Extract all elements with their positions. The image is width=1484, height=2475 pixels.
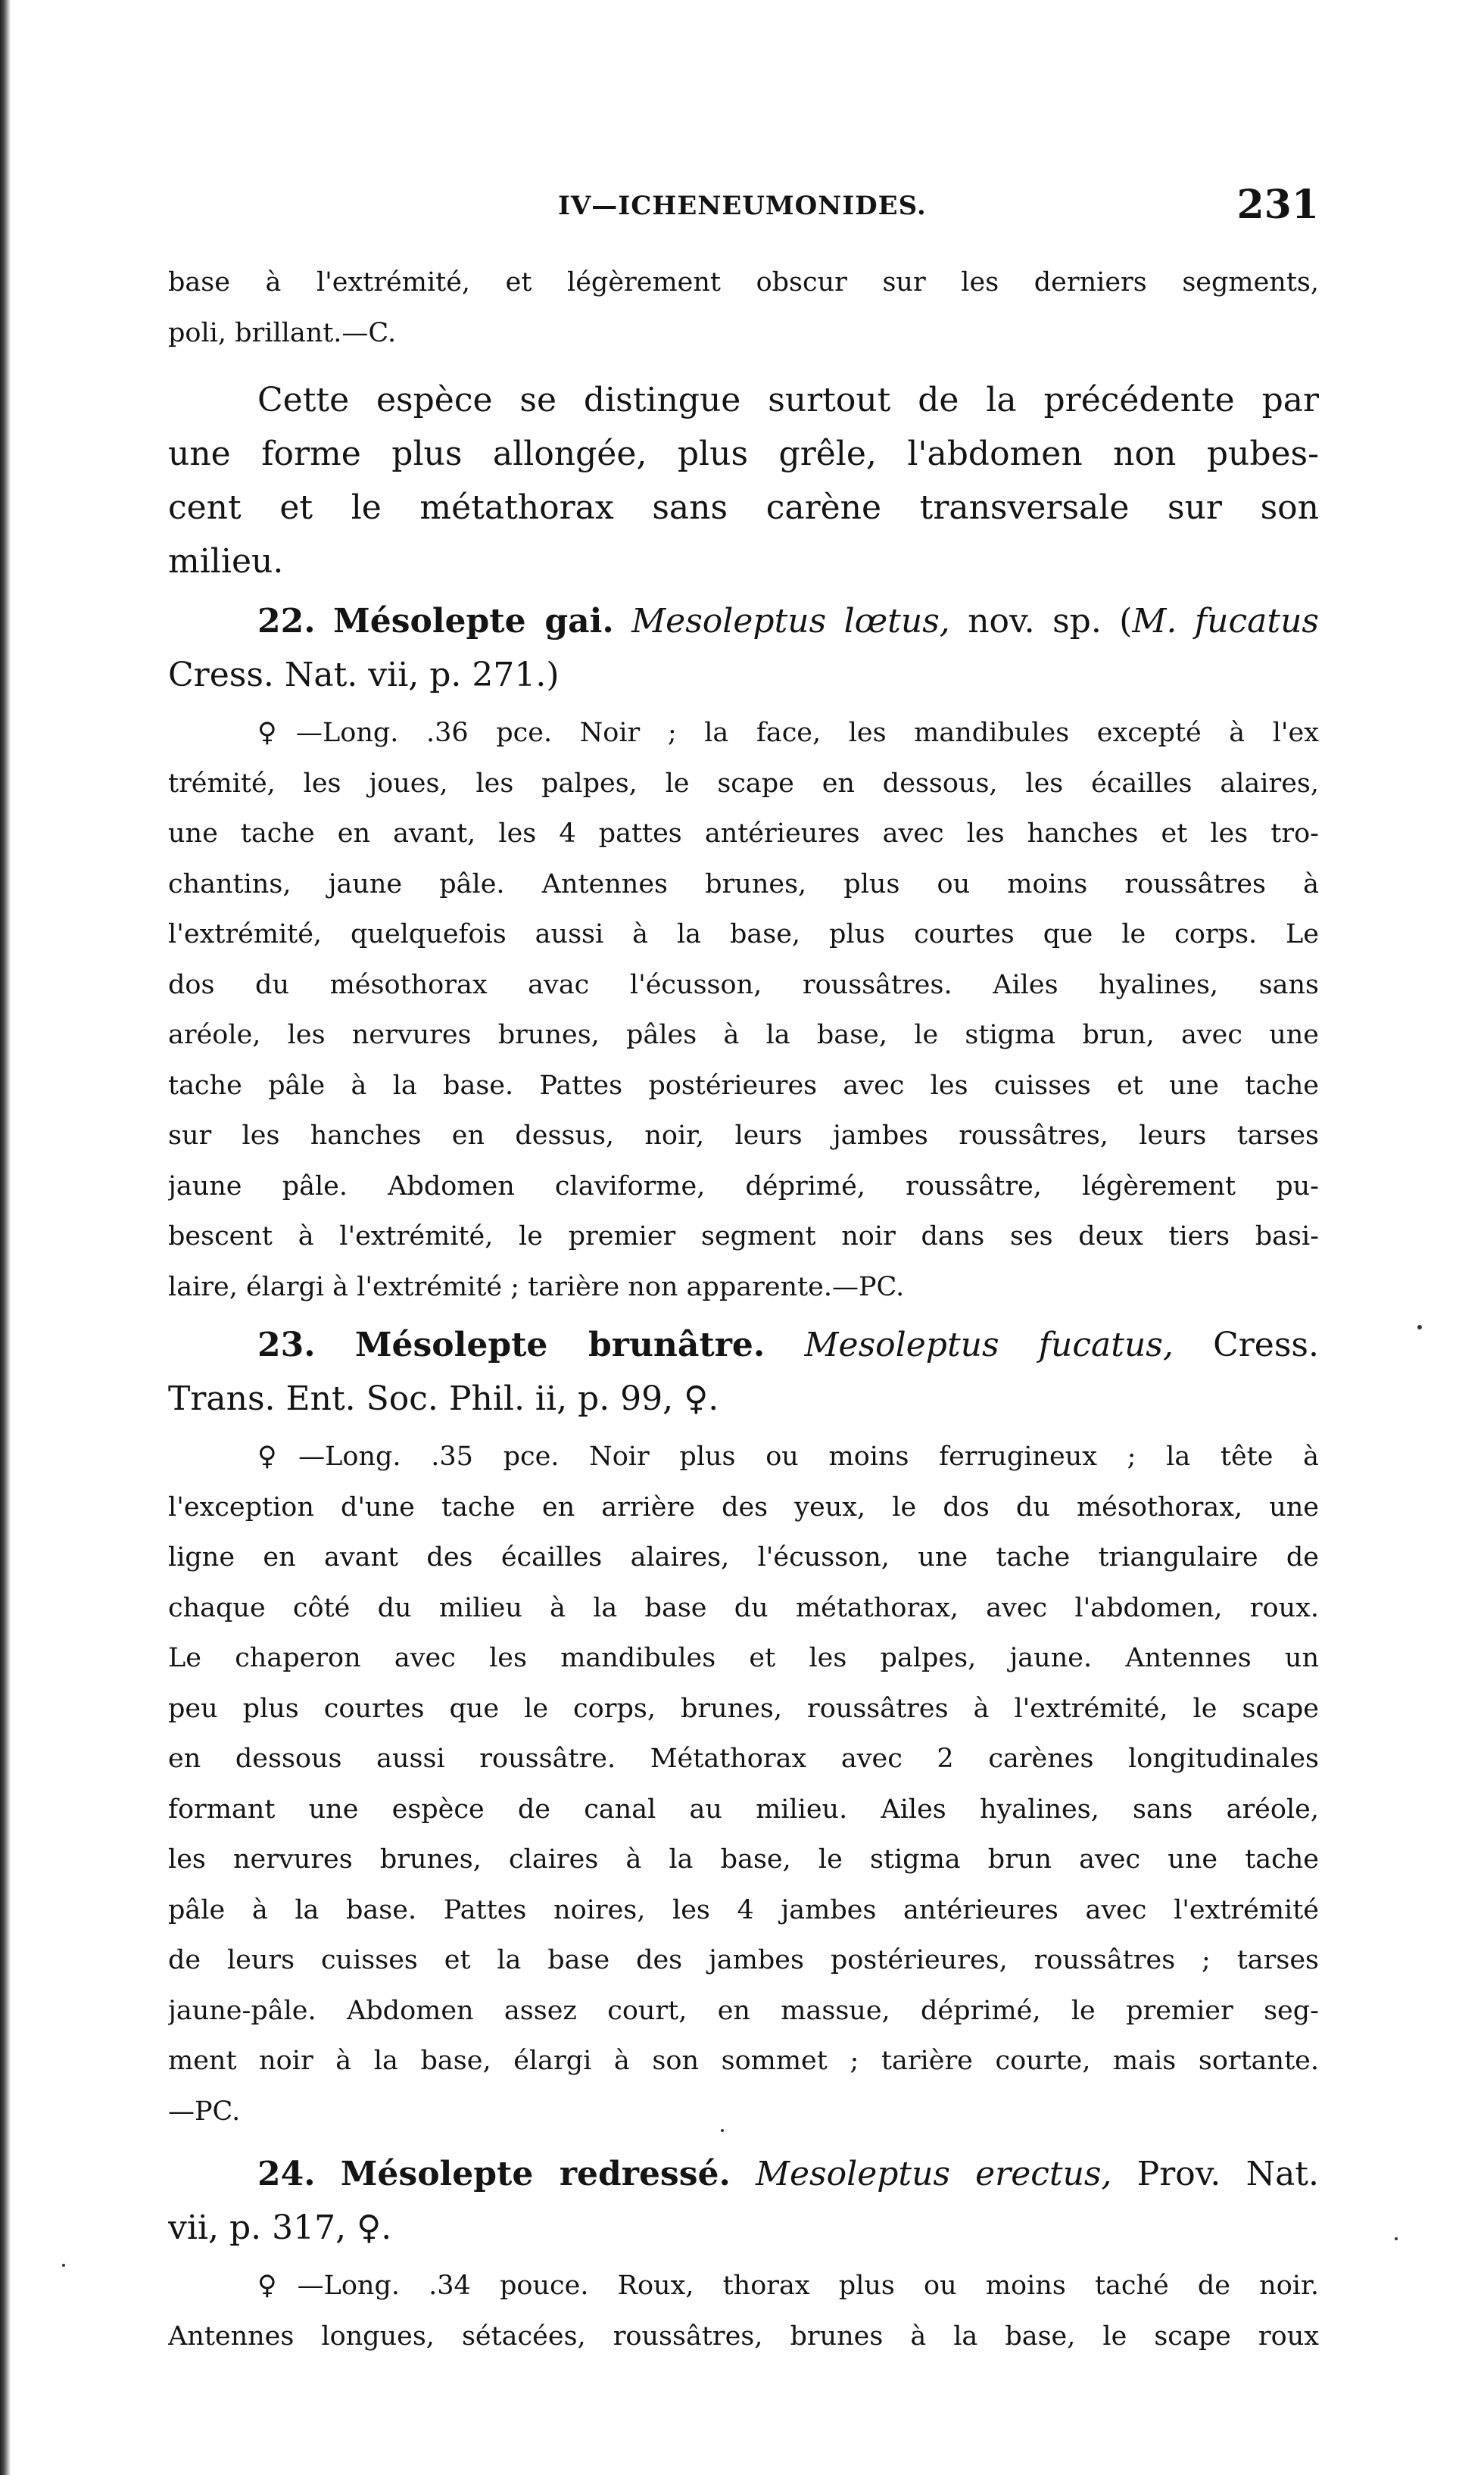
text-line: laire, élargi à l'extrémité ; tarière non apparente.—PC. — [168, 1271, 905, 1302]
species-title-line — [168, 1318, 1319, 1372]
scan-speck — [1417, 1325, 1422, 1329]
species-heading-24 — [168, 2147, 1319, 2255]
species-common-name: Mésolepte redressé. — [340, 2155, 731, 2193]
text-line: bescent à l'extrémité, le premier segment noir dans ses deux tiers basi- — [168, 1221, 1319, 1252]
species-reference: Prov. Nat. — [1136, 2155, 1319, 2193]
text-line: l'exception d'une tache en arrière des yeux, le dos du mésothorax, une — [168, 1492, 1319, 1523]
scan-speck — [62, 2264, 65, 2267]
species-number: 23. — [257, 1326, 316, 1364]
species-reference-line: vii, p. 317, ♀. — [168, 2208, 392, 2247]
scan-speck — [1395, 2237, 1398, 2240]
running-title: IV—ICHENEUMONIDES. — [558, 191, 927, 221]
species-synonym: M. fucatus — [1132, 602, 1319, 641]
species-description-24 — [168, 2261, 1319, 2361]
text-line: ligne en avant des écailles alaires, l'écusson, une tache triangulaire de — [168, 1542, 1319, 1573]
text-line: ♀—Long. .36 pce. Noir ; la face, les mandibules excepté à l'ex — [257, 718, 1319, 748]
text-line: une forme plus allongée, plus grêle, l'abdomen non pubes- — [168, 435, 1319, 473]
species-scientific-name: Mesoleptus lœtus, — [631, 602, 950, 641]
text-line: ment noir à la base, élargi à son sommet ; tarière courte, mais sortante. — [168, 2046, 1319, 2076]
text-line: trémité, les joues, les palpes, le scape en dessous, les écailles alaires, — [168, 768, 1319, 799]
text-line: ♀—Long. .35 pce. Noir plus ou moins ferrugineux ; la tête à — [257, 1442, 1319, 1472]
species-title-line — [168, 594, 1319, 648]
scan-speck — [721, 2129, 724, 2132]
text-line: base à l'extrémité, et légèrement obscur sur les derniers segments, — [168, 267, 1319, 298]
text-line: chaque côté du milieu à la base du métathorax, avec l'abdomen, roux. — [168, 1592, 1319, 1623]
species-reference-line: Cress. Nat. vii, p. 271.) — [168, 656, 560, 694]
species-heading-22 — [168, 594, 1319, 702]
text-line: chantins, jaune pâle. Antennes brunes, plus ou moins roussâtres à — [168, 868, 1319, 899]
species-scientific-name: Mesoleptus fucatus, — [804, 1326, 1174, 1364]
species-number: 24. — [257, 2155, 316, 2193]
species-reference: Cress. — [1213, 1326, 1319, 1364]
text-line: Cette espèce se distingue surtout de la précédente par — [257, 381, 1319, 419]
text-line: Le chaperon avec les mandibules et les palpes, jaune. Antennes un — [168, 1643, 1319, 1673]
text-line: formant une espèce de canal au milieu. Ailes hyalines, sans aréole, — [168, 1794, 1319, 1825]
text-line: jaune pâle. Abdomen claviforme, déprimé, roussâtre, légèrement pu- — [168, 1170, 1319, 1202]
scan-binding-edge — [0, 0, 11, 2475]
species-common-name: Mésolepte gai. — [333, 602, 614, 641]
paragraph-comparison — [168, 373, 1319, 588]
species-number: 22. — [257, 602, 316, 641]
text-line: Antennes longues, sétacées, roussâtres, brunes à la base, le scape roux — [168, 2321, 1319, 2352]
text-line: en dessous aussi roussâtre. Métathorax avec 2 carènes longitudinales — [168, 1744, 1319, 1774]
text-line: jaune-pâle. Abdomen assez court, en massue, déprimé, le premier seg- — [168, 1995, 1319, 2026]
species-heading-23 — [168, 1318, 1319, 1426]
text-line: ♀—Long. .34 pouce. Roux, thorax plus ou moins taché de noir. — [257, 2271, 1319, 2301]
text-line: une tache en avant, les 4 pattes antérieures avec les hanches et les tro- — [168, 818, 1319, 849]
text-line: milieu. — [168, 542, 284, 581]
species-title-line — [168, 2147, 1319, 2201]
text-line: poli, brillant.—C. — [168, 317, 397, 348]
text-line: tache pâle à la base. Pattes postérieures avec les cuisses et une tache — [168, 1070, 1319, 1101]
text-line: pâle à la base. Pattes noires, les 4 jambes antérieures avec l'extrémité — [168, 1894, 1319, 1925]
page-body — [168, 257, 1319, 2361]
species-description-23 — [168, 1432, 1319, 2137]
species-scientific-name: Mesoleptus erectus, — [755, 2155, 1112, 2193]
species-reference-line: Trans. Ent. Soc. Phil. ii, p. 99, ♀. — [168, 1379, 719, 1418]
text-line: cent et le métathorax sans carène transversale sur son — [168, 488, 1319, 527]
text-line: de leurs cuisses et la base des jambes postérieures, roussâtres ; tarses — [168, 1945, 1319, 1975]
species-common-name: Mésolepte brunâtre. — [354, 1326, 765, 1364]
page-number: 231 — [1236, 182, 1319, 228]
text-line: dos du mésothorax avac l'écusson, roussâtres. Ailes hyalines, sans — [168, 969, 1319, 1000]
text-line: les nervures brunes, claires à la base, le stigma brun avec une tache — [168, 1844, 1319, 1875]
page-header — [168, 182, 1319, 235]
species-reference: nov. sp. ( — [968, 602, 1133, 641]
text-line: aréole, les nervures brunes, pâles à la base, le stigma brun, avec une — [168, 1020, 1319, 1050]
species-description-22 — [168, 708, 1319, 1312]
text-line: peu plus courtes que le corps, brunes, roussâtres à l'extrémité, le scape — [168, 1693, 1319, 1724]
text-line: l'extrémité, quelquefois aussi à la base, plus courtes que le corps. Le — [168, 919, 1319, 949]
text-line: sur les hanches en dessus, noir, leurs jambes roussâtres, leurs tarses — [168, 1121, 1319, 1151]
paragraph-continuation — [168, 257, 1319, 358]
text-line: —PC. — [168, 2096, 241, 2127]
